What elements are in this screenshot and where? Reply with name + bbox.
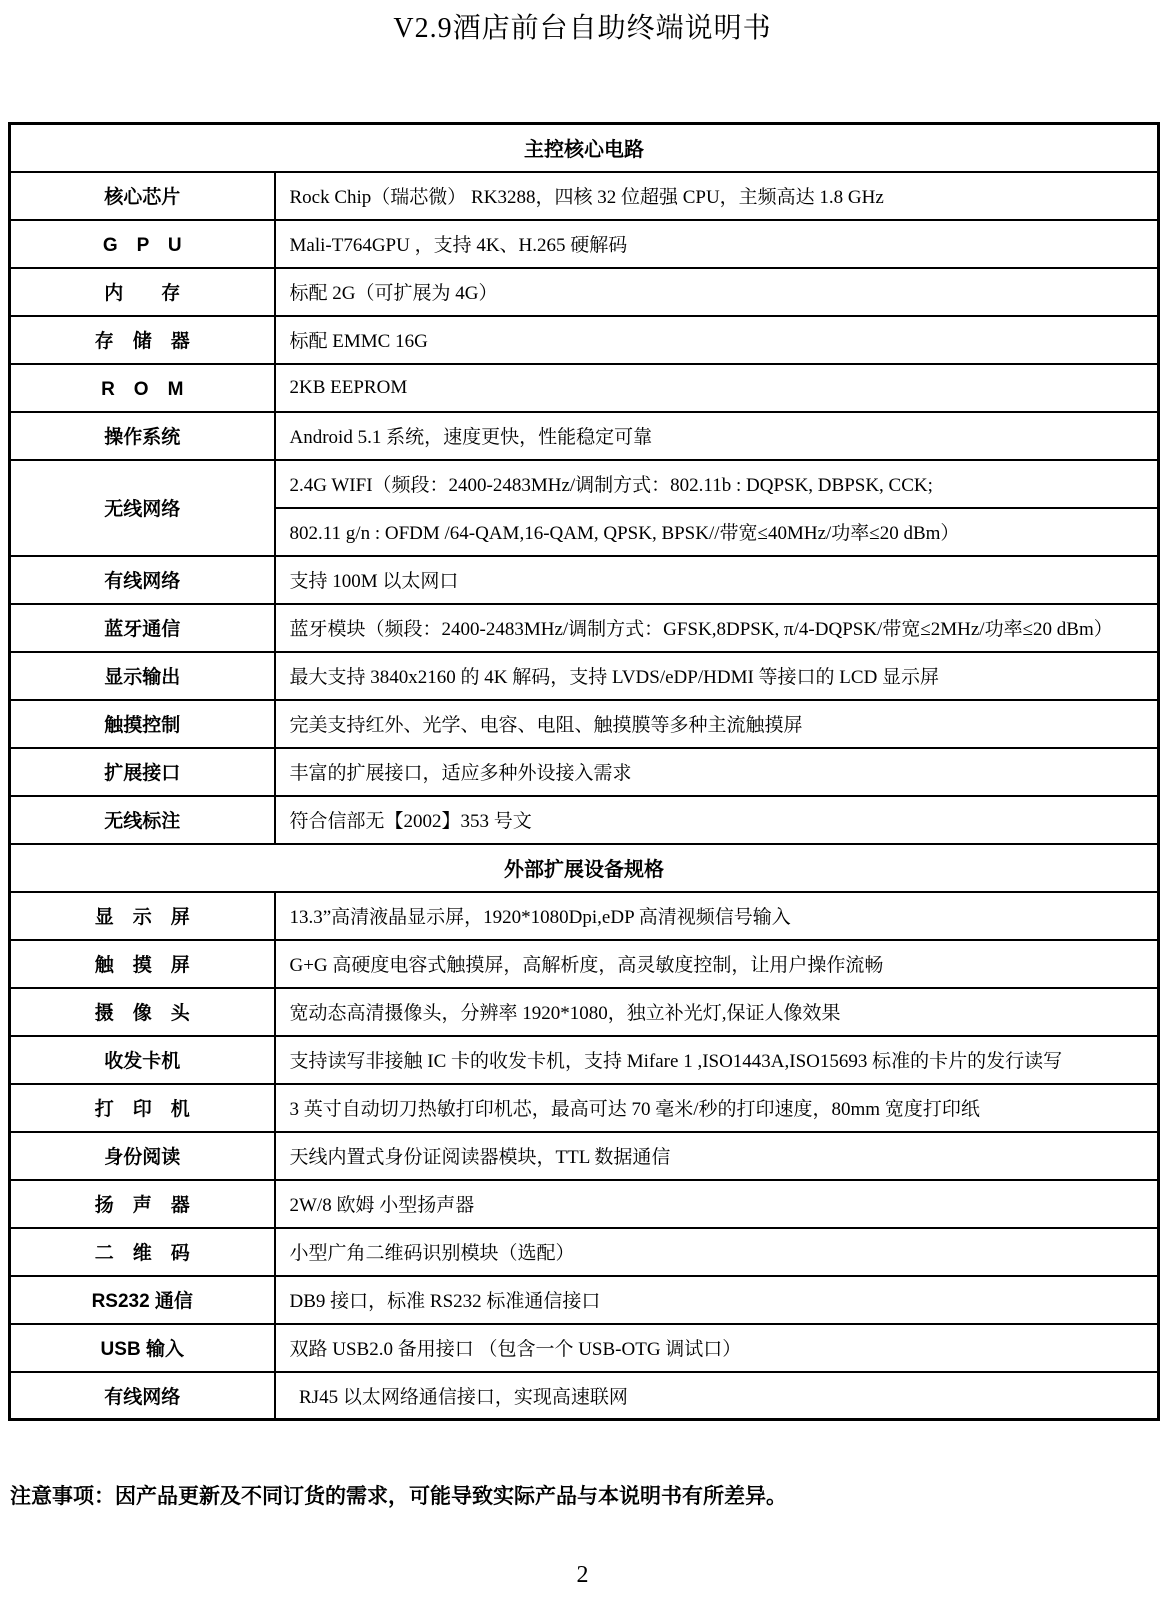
page-title: V2.9酒店前台自助终端说明书	[393, 13, 772, 44]
spec-value: 丰富的扩展接口，适应多种外设接入需求	[275, 748, 1159, 796]
spec-value: RJ45 以太网络通信接口，实现高速联网	[275, 1372, 1159, 1420]
spec-label: 收发卡机	[10, 1036, 275, 1084]
spec-label: 扩展接口	[10, 748, 275, 796]
spec-label: 无线网络	[10, 460, 275, 556]
spec-label: 核心芯片	[10, 172, 275, 220]
spec-label: 身份阅读	[10, 1132, 275, 1180]
spec-row	[10, 604, 1159, 652]
spec-row	[10, 172, 1159, 220]
spec-value: 3 英寸自动切刀热敏打印机芯，最高可达 70 毫米/秒的打印速度，80mm 宽度打印纸	[275, 1084, 1159, 1132]
spec-row	[10, 1084, 1159, 1132]
spec-value: Android 5.1 系统，速度更快，性能稳定可靠	[275, 412, 1159, 460]
spec-label: 有线网络	[10, 556, 275, 604]
section-header: 外部扩展设备规格	[10, 844, 1159, 892]
spec-value: 802.11 g/n : OFDM /64-QAM,16-QAM, QPSK, BPSK//带宽≤40MHz/功率≤20 dBm）	[275, 508, 1159, 556]
section-header-row	[10, 124, 1159, 172]
section-header: 主控核心电路	[10, 124, 1159, 172]
spec-table-body	[10, 124, 1159, 1420]
spec-row	[10, 796, 1159, 844]
spec-row	[10, 268, 1159, 316]
spec-value: 天线内置式身份证阅读器模块，TTL 数据通信	[275, 1132, 1159, 1180]
spec-row	[10, 1036, 1159, 1084]
spec-value: G+G 高硬度电容式触摸屏，高解析度，高灵敏度控制，让用户操作流畅	[275, 940, 1159, 988]
spec-label: 显示输出	[10, 652, 275, 700]
spec-value: 2.4G WIFI（频段：2400-2483MHz/调制方式：802.11b : DQPSK, DBPSK, CCK;	[275, 460, 1159, 508]
spec-label: 触摸控制	[10, 700, 275, 748]
spec-label: 摄 像 头	[10, 988, 275, 1036]
spec-label: R O M	[10, 364, 275, 412]
spec-row	[10, 988, 1159, 1036]
spec-value: 支持读写非接触 IC 卡的收发卡机，支持 Mifare 1 ,ISO1443A,ISO15693 标准的卡片的发行读写	[275, 1036, 1159, 1084]
spec-row	[10, 316, 1159, 364]
page-number: 2	[576, 1562, 589, 1588]
spec-row	[10, 1180, 1159, 1228]
spec-label: 打 印 机	[10, 1084, 275, 1132]
spec-row	[10, 460, 1159, 508]
spec-label: 无线标注	[10, 796, 275, 844]
spec-value: 标配 EMMC 16G	[275, 316, 1159, 364]
spec-row	[10, 1132, 1159, 1180]
spec-value: 完美支持红外、光学、电容、电阻、触摸膜等多种主流触摸屏	[275, 700, 1159, 748]
spec-row	[10, 1228, 1159, 1276]
spec-table	[8, 122, 1160, 1421]
spec-value: 2W/8 欧姆 小型扬声器	[275, 1180, 1159, 1228]
spec-label: USB 输入	[10, 1324, 275, 1372]
spec-value: 最大支持 3840x2160 的 4K 解码，支持 LVDS/eDP/HDMI 等接口的 LCD 显示屏	[275, 652, 1159, 700]
spec-label: 蓝牙通信	[10, 604, 275, 652]
spec-row	[10, 220, 1159, 268]
spec-label: 二 维 码	[10, 1228, 275, 1276]
spec-label: 内 存	[10, 268, 275, 316]
notice-text: 注意事项：因产品更新及不同订货的需求，可能导致实际产品与本说明书有所差异。	[10, 1485, 787, 1508]
spec-row	[10, 652, 1159, 700]
spec-label: 显 示 屏	[10, 892, 275, 940]
spec-row	[10, 412, 1159, 460]
spec-row	[10, 1324, 1159, 1372]
spec-value: 2KB EEPROM	[275, 364, 1159, 412]
spec-label: 扬 声 器	[10, 1180, 275, 1228]
spec-label: 有线网络	[10, 1372, 275, 1420]
spec-value: 宽动态高清摄像头，分辨率 1920*1080，独立补光灯,保证人像效果	[275, 988, 1159, 1036]
spec-row	[10, 700, 1159, 748]
spec-value: 标配 2G（可扩展为 4G）	[275, 268, 1159, 316]
spec-label: 操作系统	[10, 412, 275, 460]
spec-value: 双路 USB2.0 备用接口 （包含一个 USB-OTG 调试口）	[275, 1324, 1159, 1372]
spec-row	[10, 748, 1159, 796]
spec-label: G P U	[10, 220, 275, 268]
section-header-row	[10, 844, 1159, 892]
spec-value: 符合信部无【2002】353 号文	[275, 796, 1159, 844]
spec-label: 存 储 器	[10, 316, 275, 364]
spec-row	[10, 892, 1159, 940]
spec-value: Mali-T764GPU ，支持 4K、H.265 硬解码	[275, 220, 1159, 268]
spec-value: 小型广角二维码识别模块（选配）	[275, 1228, 1159, 1276]
spec-row	[10, 1372, 1159, 1420]
spec-row	[10, 1276, 1159, 1324]
spec-label: RS232 通信	[10, 1276, 275, 1324]
spec-value: 支持 100M 以太网口	[275, 556, 1159, 604]
spec-value: 蓝牙模块（频段：2400-2483MHz/调制方式：GFSK,8DPSK, π/4-DQPSK/带宽≤2MHz/功率≤20 dBm）	[275, 604, 1159, 652]
spec-row	[10, 940, 1159, 988]
spec-label: 触 摸 屏	[10, 940, 275, 988]
spec-row	[10, 556, 1159, 604]
spec-value: DB9 接口，标准 RS232 标准通信接口	[275, 1276, 1159, 1324]
spec-row	[10, 364, 1159, 412]
spec-value: 13.3”高清液晶显示屏，1920*1080Dpi,eDP 高清视频信号输入	[275, 892, 1159, 940]
spec-value: Rock Chip（瑞芯微） RK3288，四核 32 位超强 CPU，主频高达 1.8 GHz	[275, 172, 1159, 220]
